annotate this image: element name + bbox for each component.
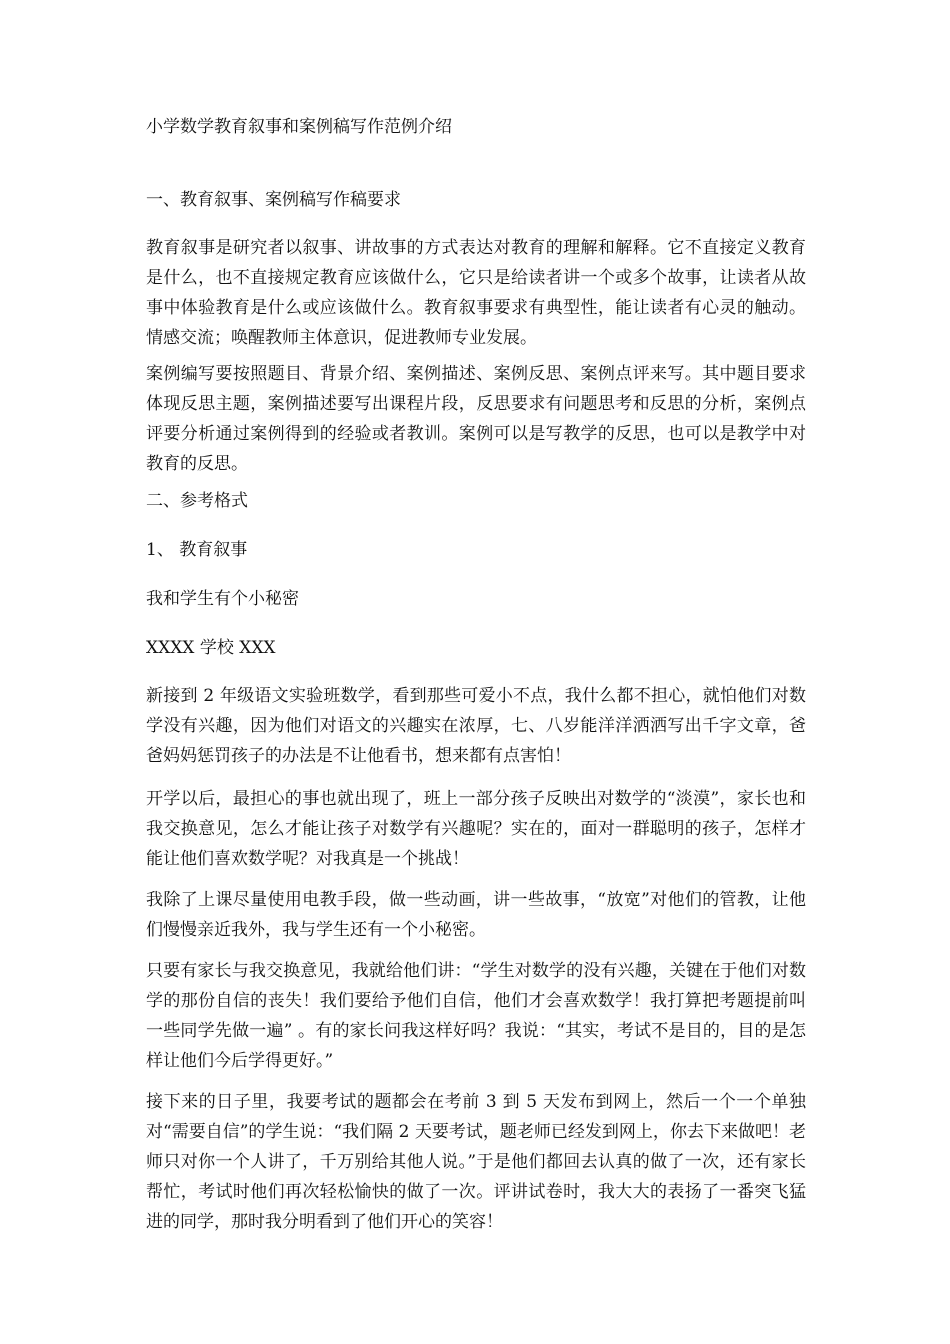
story-author: XXXX 学校 XXX bbox=[146, 638, 276, 658]
story-paragraph: 我除了上课尽量使用电教手段，做一些动画，讲一些故事，“放宽”对他们的管教，让他们慢慢亲近我外，我与学生还有一个小秘密。 bbox=[146, 890, 806, 940]
document-title: 小学数学教育叙事和案例稿写作范例介绍 bbox=[146, 117, 452, 137]
paragraph-case-writing: 案例编写要按照题目、背景介绍、案例描述、案例反思、案例点评来写。其中题目要求体现反思主题，案例描述要写出课程片段，反思要求有问题思考和反思的分析，案例点评要分析通过案例得到的经验或者教训。案例可以是写教学的反思，也可以是教学中对教育的反思。 bbox=[146, 364, 806, 474]
story-title: 我和学生有个小秘密 bbox=[146, 589, 299, 609]
story-paragraph: 只要有家长与我交换意见，我就给他们讲：“学生对数学的没有兴趣，关键在于他们对数学的那份自信的丧失！我们要给予他们自信，他们才会喜欢数学！我打算把考题提前叫一些同学先做一遍” 。有的家长问我这样好吗？我说：“其实，考试不是目的，目的是怎样让他们今后学得更好。” bbox=[146, 961, 806, 1071]
subsection-heading-education-narrative: 1、 教育叙事 bbox=[146, 540, 248, 560]
paragraph-narrative-definition: 教育叙事是研究者以叙事、讲故事的方式表达对教育的理解和解释。它不直接定义教育是什么，也不直接规定教育应该做什么，它只是给读者讲一个或多个故事，让读者从故事中体验教育是什么或应该做什么。教育叙事要求有典型性，能让读者有心灵的触动。情感交流；唤醒教师主体意识，促进教师专业发展。 bbox=[146, 238, 806, 348]
story-paragraph: 新接到 2 年级语文实验班数学，看到那些可爱小不点，我什么都不担心，就怕他们对数学没有兴趣，因为他们对语文的兴趣实在浓厚，七、八岁能洋洋洒洒写出千字文章，爸爸妈妈惩罚孩子的办法是不让他看书，想来都有点害怕！ bbox=[146, 686, 806, 766]
section-heading-requirements: 一、教育叙事、案例稿写作稿要求 bbox=[146, 190, 401, 210]
story-paragraph: 开学以后，最担心的事也就出现了，班上一部分孩子反映出对数学的“淡漠”，家长也和我交换意见，怎么才能让孩子对数学有兴趣呢？实在的，面对一群聪明的孩子，怎样才能让他们喜欢数学呢？对我真是一个挑战！ bbox=[146, 789, 806, 869]
section-heading-reference-format: 二、参考格式 bbox=[146, 491, 248, 511]
story-paragraph: 接下来的日子里，我要考试的题都会在考前 3 到 5 天发布到网上，然后一个一个单独对“需要自信”的学生说：“我们隔 2 天要考试，题老师已经发到网上，你去下来做吧！老师只对你一个人讲了，千万别给其他人说。”于是他们都回去认真的做了一次，还有家长帮忙，考试时他们再次轻松愉快的做了一次。评讲试卷时，我大大的表扬了一番突飞猛进的同学，那时我分明看到了他们开心的笑容！ bbox=[146, 1092, 806, 1232]
